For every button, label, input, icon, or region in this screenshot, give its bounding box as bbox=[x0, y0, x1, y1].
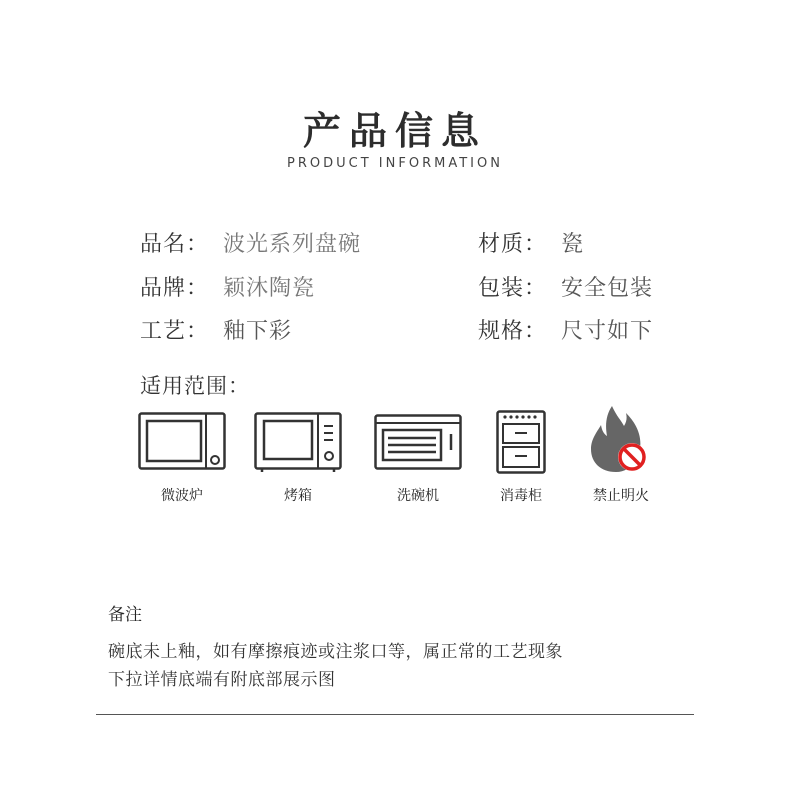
usage-label-dishwasher: 洗碗机 bbox=[397, 488, 439, 504]
usage-label-oven: 烤箱 bbox=[284, 488, 312, 504]
note-title: 备注 bbox=[108, 605, 142, 625]
spec-row-packaging bbox=[478, 271, 653, 302]
spec-row-material bbox=[478, 227, 584, 258]
spec-value: 波光系列盘碗 bbox=[223, 232, 362, 257]
sterilizer-icon bbox=[496, 410, 546, 474]
spec-value: 安全包装 bbox=[561, 276, 654, 301]
oven-icon bbox=[254, 412, 342, 472]
spec-value: 尺寸如下 bbox=[561, 319, 654, 344]
spec-row-craft bbox=[140, 314, 292, 345]
spec-label: 品牌： bbox=[140, 276, 210, 301]
spec-label: 包装： bbox=[478, 276, 548, 301]
no-open-flame-icon bbox=[586, 405, 656, 475]
note-line-2: 下拉详情底端有附底部展示图 bbox=[108, 670, 336, 690]
bottom-divider bbox=[96, 714, 694, 715]
spec-value: 颖沐陶瓷 bbox=[223, 276, 316, 301]
spec-label: 规格： bbox=[478, 319, 548, 344]
spec-row-brand bbox=[140, 271, 315, 302]
usage-label-no-flame: 禁止明火 bbox=[593, 488, 649, 504]
spec-row-name bbox=[140, 227, 361, 258]
dishwasher-icon bbox=[374, 414, 462, 470]
note-line-1: 碗底未上釉，如有摩擦痕迹或注浆口等，属正常的工艺现象 bbox=[108, 642, 563, 662]
usage-label-microwave: 微波炉 bbox=[161, 488, 203, 504]
spec-value: 瓷 bbox=[561, 232, 585, 257]
spec-label: 品名： bbox=[140, 232, 210, 257]
spec-row-size bbox=[478, 314, 653, 345]
page-title: 产品信息 bbox=[302, 109, 487, 153]
spec-value: 釉下彩 bbox=[223, 319, 293, 344]
usage-label-sterilizer: 消毒柜 bbox=[500, 488, 542, 504]
microwave-icon bbox=[138, 412, 226, 472]
spec-label: 工艺： bbox=[140, 319, 210, 344]
page-subtitle: PRODUCT INFORMATION bbox=[287, 156, 503, 171]
usage-title: 适用范围： bbox=[140, 374, 250, 398]
spec-label: 材质： bbox=[478, 232, 548, 257]
